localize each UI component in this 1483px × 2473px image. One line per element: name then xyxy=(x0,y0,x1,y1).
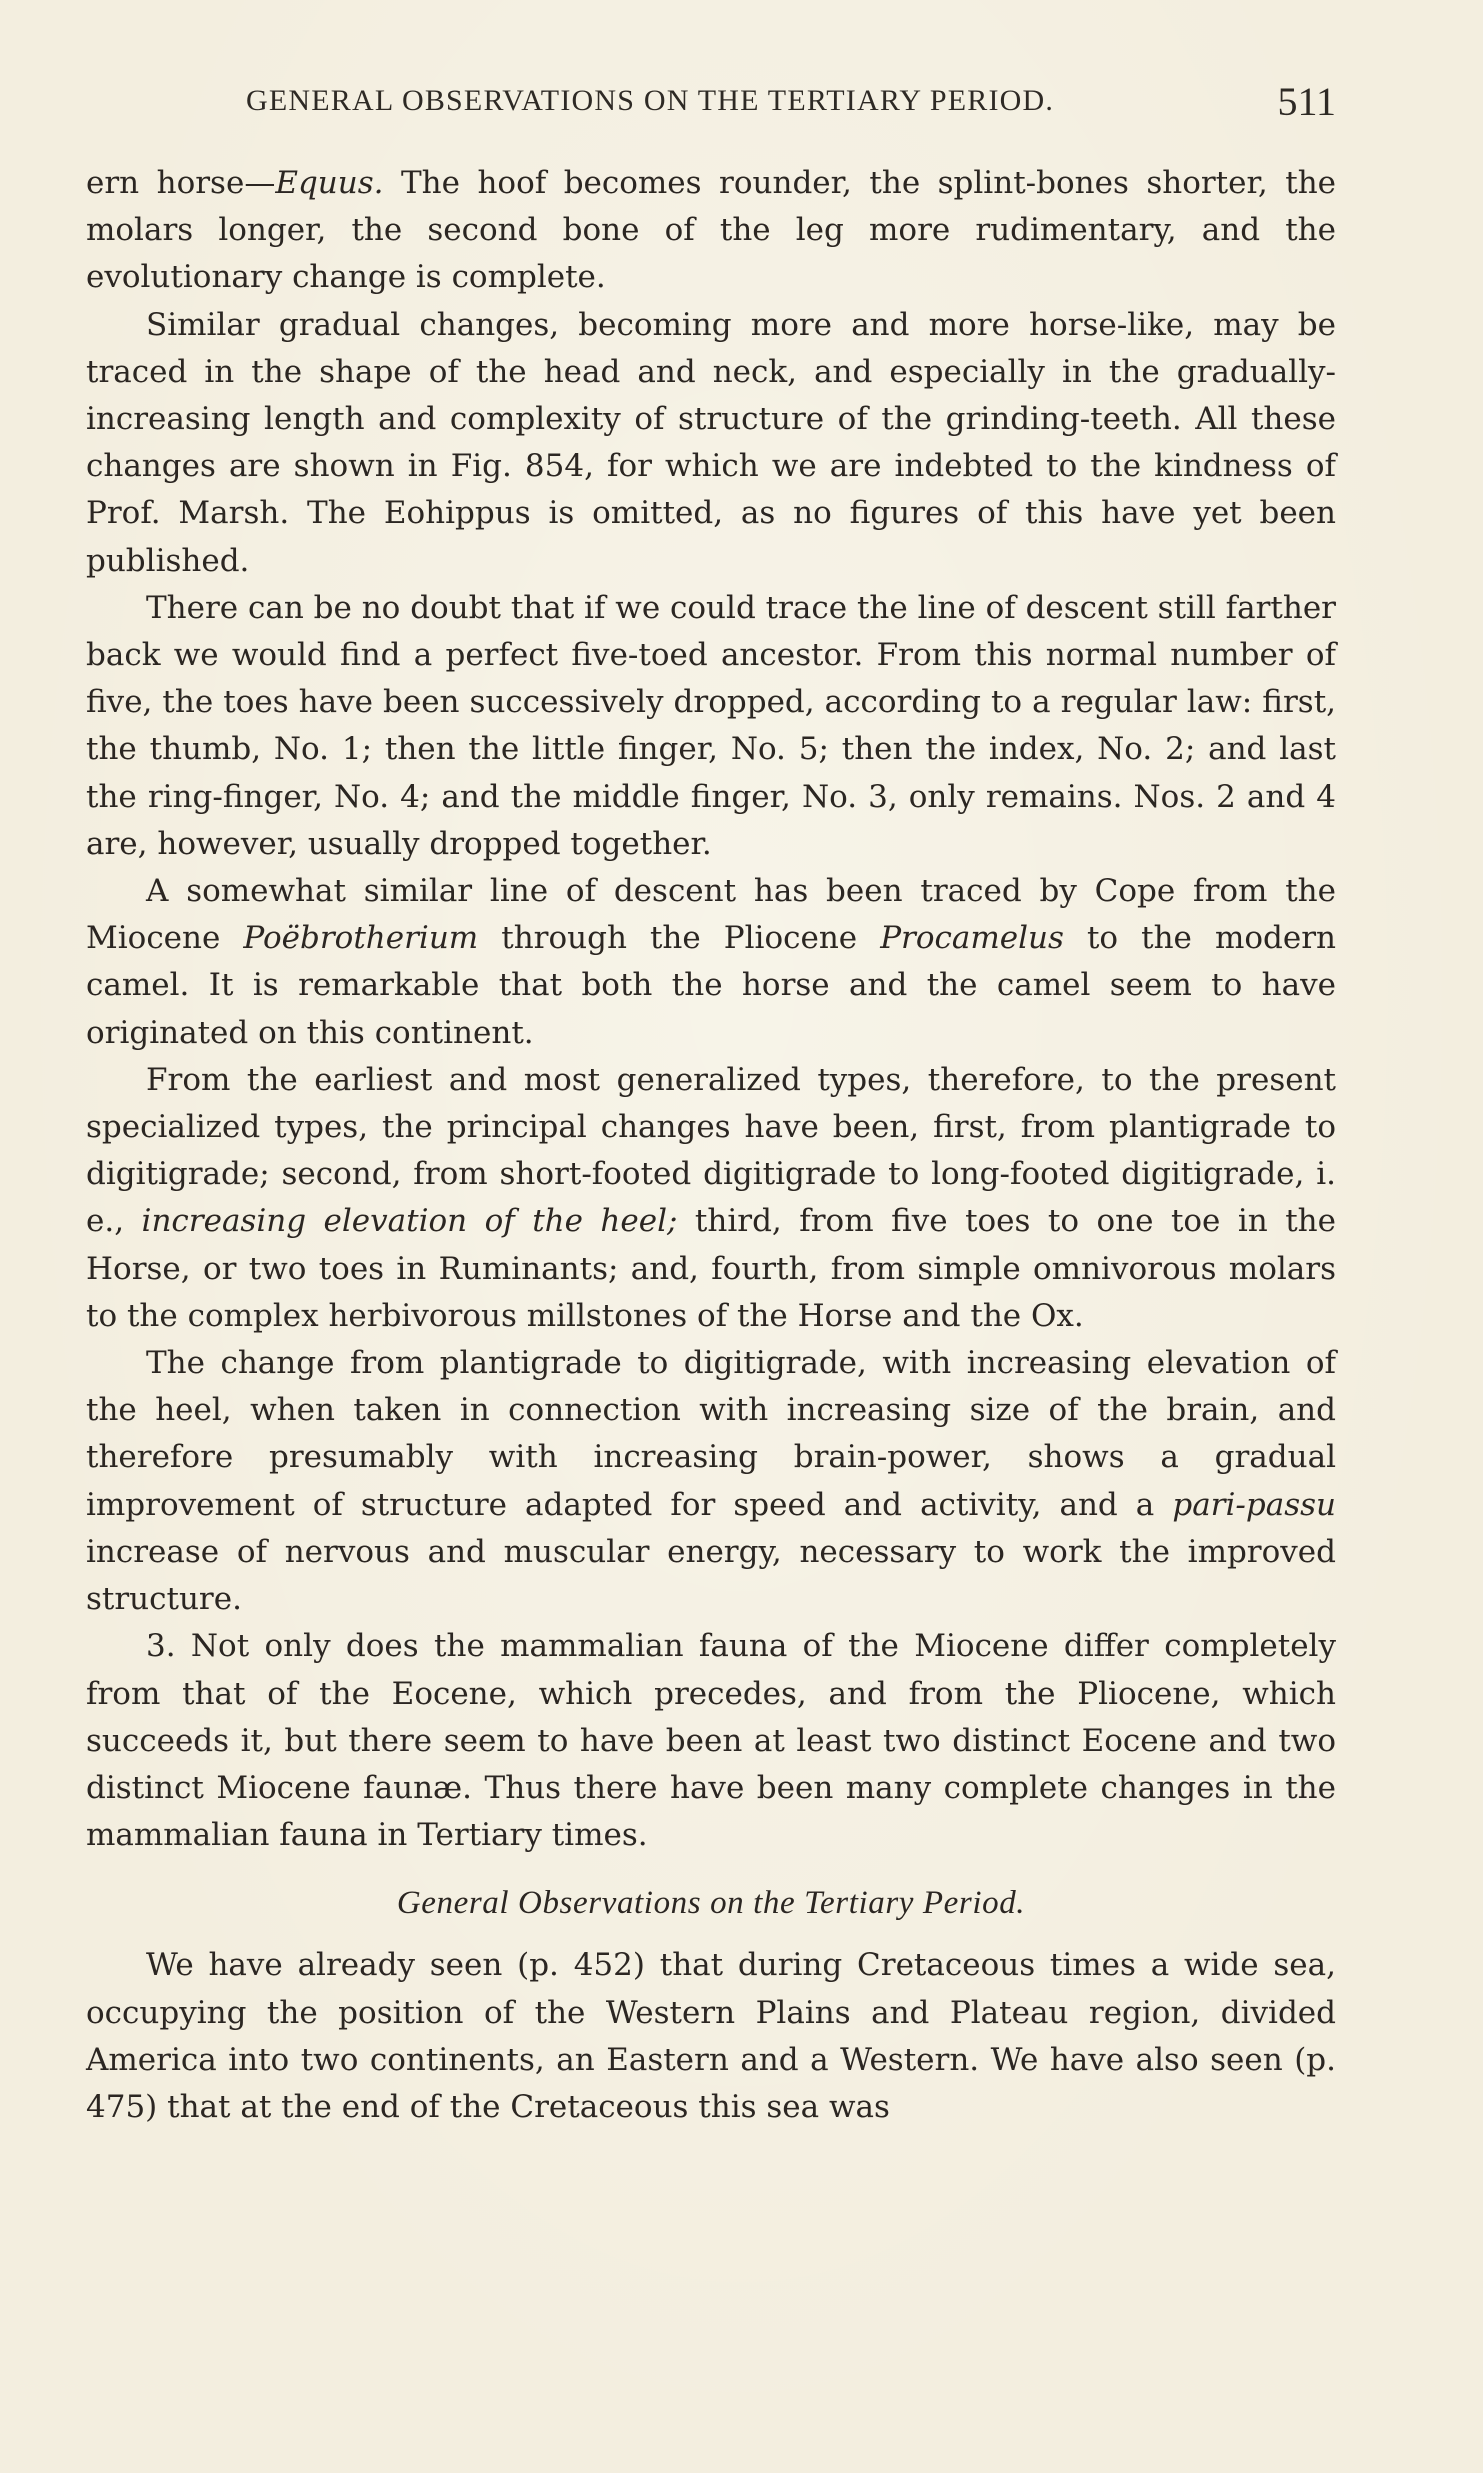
paragraph-4 xyxy=(86,868,1336,1057)
paragraph-7: 3. Not only does the mammalian fauna of the Miocene differ completely from that of the Eocene, which precedes, and from the Pliocene, which succeeds it, but there seem to have been at least two distinct Eocene and two distinct Miocene faunæ. Thus there have been many complete changes in the mammalian fauna in Tertiary times. xyxy=(86,1628,1336,1854)
paragraph-6-text-c: increase of nervous and muscular energy, necessary to work the improved structure. xyxy=(86,1533,1336,1618)
paragraph-4-text-c: through the Pliocene xyxy=(478,920,881,957)
genus-equus: Equus. xyxy=(275,165,384,201)
emphasis-heel-elevation: increasing elevation of the heel; xyxy=(141,1203,678,1240)
paragraph-6-text-a: The change from plantigrade to digitigrade, with increasing elevation of the heel, when taken in connection with increasing size of the brain, and therefore presumably with increasing brain-power, shows a gradual improvement of structure adapted for speed and activity, and a xyxy=(86,1345,1336,1523)
genus-poebrotherium: Poëbrotherium xyxy=(243,920,479,957)
paragraph-4-text-a: A somewhat similar line of descent has been traced by Cope from the Miocene xyxy=(86,873,1336,957)
running-head xyxy=(86,78,1336,128)
page-number: 511 xyxy=(1277,79,1336,124)
section-heading: General Observations on the Tertiary Period. xyxy=(396,1885,1026,1922)
running-title: GENERAL OBSERVATIONS ON THE TERTIARY PERIOD. xyxy=(246,84,1055,117)
paragraph-2: Similar gradual changes, becoming more and more horse-like, may be traced in the shape of the head and neck, and especially in the gradually-increasing length and complexity of structure of the grinding-teeth. All these changes are shown in Fig. 854, for which we are indebted to the kindness of Prof. Marsh. The Eohippus is omitted, as no figures of this have yet been published. xyxy=(86,306,1336,579)
genus-procamelus: Procamelus xyxy=(880,920,1064,957)
term-pari-passu: pari-passu xyxy=(1172,1486,1336,1523)
body-text xyxy=(86,160,1336,2131)
paragraph-8: We have already seen (p. 452) that during Cretaceous times a wide sea, occupying the position of the Western Plains and Plateau region, divided America into two continents, an Eastern and a Western. We have also seen (p. 475) that at the end of the Cretaceous this sea was xyxy=(86,1947,1336,2125)
paragraph-5 xyxy=(86,1057,1336,1340)
paragraph-6 xyxy=(86,1340,1336,1623)
paragraph-4-text-e: to the modern camel. It is remarkable that both the horse and the camel seem to have originated on this continent. xyxy=(86,920,1336,1051)
paragraph-1-text-c: The hoof becomes rounder, the splint-bones shorter, the molars longer, the second bone of the leg more rudimentary, and the evolutionary change is complete. xyxy=(86,165,1337,296)
paragraph-1-text-a: ern horse— xyxy=(86,165,276,201)
paragraph-5-text-a: From the earliest and most generalized types, therefore, to the present specialized types, the principal changes have been, first, from plantigrade to digitigrade; second, from short-footed digitigrade to long-footed digitigrade, i. e., xyxy=(86,1061,1336,1240)
paragraph-1 xyxy=(86,160,1336,302)
paragraph-5-text-c: third, from five toes to one toe in the Horse, or two toes in Ruminants; and, fourth, from simple omnivorous molars to the complex herbivorous millstones of the Horse and the Ox. xyxy=(86,1203,1336,1334)
paragraph-3: There can be no doubt that if we could trace the line of descent still farther back we would find a perfect five-toed ancestor. From this normal number of five, the toes have been successively dropped, according to a regular law: first, the thumb, No. 1; then the little finger, No. 5; then the index, No. 2; and last the ring-finger, No. 4; and the middle finger, No. 3, only remains. Nos. 2 and 4 are, however, usually dropped together. xyxy=(86,589,1336,862)
